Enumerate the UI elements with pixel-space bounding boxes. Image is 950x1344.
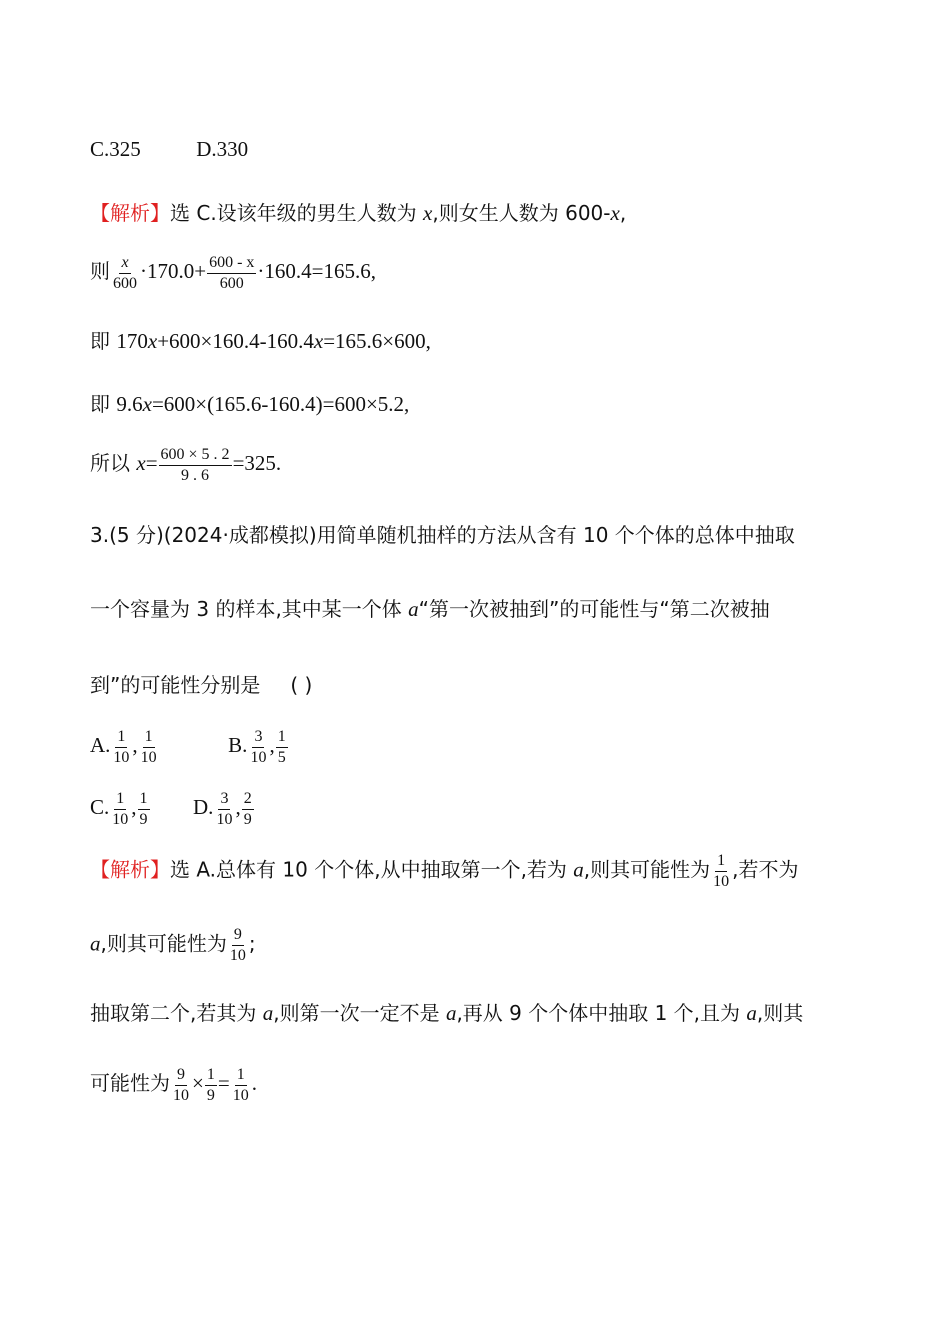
numerator: 600 - x [207, 254, 256, 274]
solution2-line2 [90, 926, 256, 964]
numerator: 3 [252, 728, 264, 748]
denominator: 600 [219, 274, 244, 292]
option-a: A. $\frac{1}{10}$ , $\frac{1}{10}$ [90, 728, 157, 766]
fraction [171, 1066, 191, 1104]
solution1-text: 即 [90, 329, 117, 353]
var-x: x [136, 450, 146, 475]
denominator: 9 [139, 810, 148, 828]
option-c: C. $\frac{1}{10}$ , $\frac{1}{9}$ [90, 790, 148, 828]
options-row-ab [90, 728, 289, 766]
question3-line1 [90, 525, 795, 545]
numerator: 9 [175, 1066, 187, 1086]
option-label: A. [90, 732, 111, 757]
numerator: 1 [114, 790, 126, 810]
solution1-text: , [619, 201, 627, 225]
solution1-text: =165.6×600, [323, 329, 431, 353]
option-b: B. $\frac{3}{10}$ , $\frac{1}{5}$ [228, 728, 286, 766]
denominator: 10 [229, 946, 246, 964]
fraction [248, 728, 268, 766]
solution1-text: = [145, 450, 158, 475]
option-label: D. [193, 794, 214, 819]
option-label: B. [228, 732, 248, 757]
var-a: a [573, 857, 584, 882]
solution1-line3 [90, 331, 431, 352]
question3-line3 [90, 675, 312, 695]
numerator: 1 [715, 852, 727, 872]
denominator: 9 [243, 810, 252, 828]
solution1-text: =325. [232, 450, 282, 475]
solution1-tag: 【解析】 [90, 201, 170, 225]
solution2-text: 可能性为 [90, 1070, 170, 1095]
var-x: x [423, 201, 433, 225]
times-sign: × [192, 1070, 204, 1095]
equals-sign: = [217, 1070, 230, 1095]
var-x: x [610, 201, 620, 225]
numerator: 9 [232, 926, 244, 946]
fraction [139, 728, 159, 766]
solution2-text: 抽取第二个,若其为 [90, 1001, 263, 1025]
solution2-text: 选 A.总体有 10 个个体,从中抽取第一个,若为 [170, 857, 574, 882]
fraction [231, 1066, 251, 1104]
answer-blank: ( ) [290, 673, 313, 697]
denominator: 600 [113, 274, 137, 292]
solution1-line2 [90, 254, 376, 292]
numerator: x [119, 254, 130, 274]
var-a: a [408, 597, 419, 621]
fraction [214, 790, 234, 828]
var-a: a [445, 1001, 457, 1025]
denominator: 10 [232, 1086, 249, 1104]
numerator: 1 [276, 728, 288, 748]
period: . [251, 1070, 257, 1095]
denominator: 10 [113, 748, 130, 766]
solution2-text: ,则第一次一定不是 [273, 1001, 446, 1025]
solution2-text: ,则其可能性为 [583, 857, 711, 882]
options-row-cd [90, 790, 255, 828]
var-a: a [262, 1001, 274, 1025]
numerator: 2 [242, 790, 254, 810]
numerator: 1 [115, 728, 127, 748]
option-d-prev: D.330 [196, 137, 249, 161]
fraction [138, 790, 150, 828]
solution2-text: ,若不为 [732, 857, 799, 882]
fraction [711, 852, 731, 890]
var-x: x [313, 329, 324, 353]
solution1-text: =600×(165.6-160.4)=600×5.2, [151, 392, 410, 416]
fraction [110, 790, 130, 828]
denominator: 9 . 6 [181, 466, 210, 484]
denominator: 9 [206, 1086, 215, 1104]
denominator: 10 [173, 1086, 189, 1104]
solution1-text: 9.6 [116, 392, 143, 416]
fraction [159, 446, 232, 484]
denominator: 5 [277, 748, 286, 766]
var-a: a [90, 931, 101, 956]
numerator: 1 [143, 728, 155, 748]
solution1-text: ,则女生人数为 600- [432, 201, 611, 225]
var-x: x [147, 329, 158, 353]
fraction [111, 254, 139, 292]
question3-line2 [90, 599, 770, 620]
solution1-text: ·160.4=165.6, [257, 258, 377, 283]
solution2-text: ; [248, 931, 256, 956]
numerator: 1 [235, 1066, 247, 1086]
question3-text: 到”的可能性分别是 [90, 673, 261, 697]
fraction [228, 926, 248, 964]
solution1-text: 170 [116, 329, 148, 353]
denominator: 10 [713, 872, 730, 890]
option-c-prev: C.325 [90, 137, 141, 161]
question3-text: 一个容量为 3 的样本,其中某一个体 [90, 597, 409, 621]
solution2-text: ,则其 [756, 1001, 804, 1025]
var-x: x [142, 392, 152, 416]
denominator: 10 [250, 748, 267, 766]
fraction [207, 254, 256, 292]
solution2-text: ,则其可能性为 [100, 931, 227, 956]
solution1-line1 [90, 203, 626, 224]
denominator: 10 [112, 810, 129, 828]
solution1-text: +600×160.4-160.4 [157, 329, 314, 353]
solution1-text: 选 C.设该年级的男生人数为 [170, 201, 424, 225]
solution1-text: ·170.0+ [140, 258, 207, 283]
fraction [111, 728, 131, 766]
options-row-top [90, 139, 248, 160]
solution1-line4 [90, 394, 409, 415]
solution1-text: 所以 [90, 450, 137, 475]
solution1-text: 即 [90, 392, 117, 416]
solution2-tag: 【解析】 [90, 857, 170, 882]
question3-text: 3.(5 分)(2024·成都模拟)用简单随机抽样的方法从含有 10 个个体的总体中抽取 [90, 523, 795, 547]
solution2-text: ,再从 9 个个体中抽取 1 个,且为 [456, 1001, 747, 1025]
fraction [205, 1066, 217, 1104]
question3-text: “第一次被抽到”的可能性与“第二次被抽 [418, 597, 770, 621]
numerator: 3 [218, 790, 230, 810]
solution2-line4 [90, 1066, 257, 1104]
denominator: 10 [216, 810, 233, 828]
solution2-line1 [90, 852, 799, 890]
solution1-line5 [90, 446, 281, 484]
fraction [242, 790, 254, 828]
option-d: D. $\frac{3}{10}$ , $\frac{2}{9}$ [193, 790, 252, 828]
solution2-line3 [90, 1003, 803, 1024]
numerator: 600 × 5 . 2 [159, 446, 232, 466]
option-label: C. [90, 794, 110, 819]
var-a: a [746, 1001, 757, 1025]
fraction [276, 728, 288, 766]
solution1-text: 则 [90, 258, 110, 283]
numerator: 1 [205, 1066, 217, 1086]
numerator: 1 [138, 790, 150, 810]
denominator: 10 [140, 748, 157, 766]
